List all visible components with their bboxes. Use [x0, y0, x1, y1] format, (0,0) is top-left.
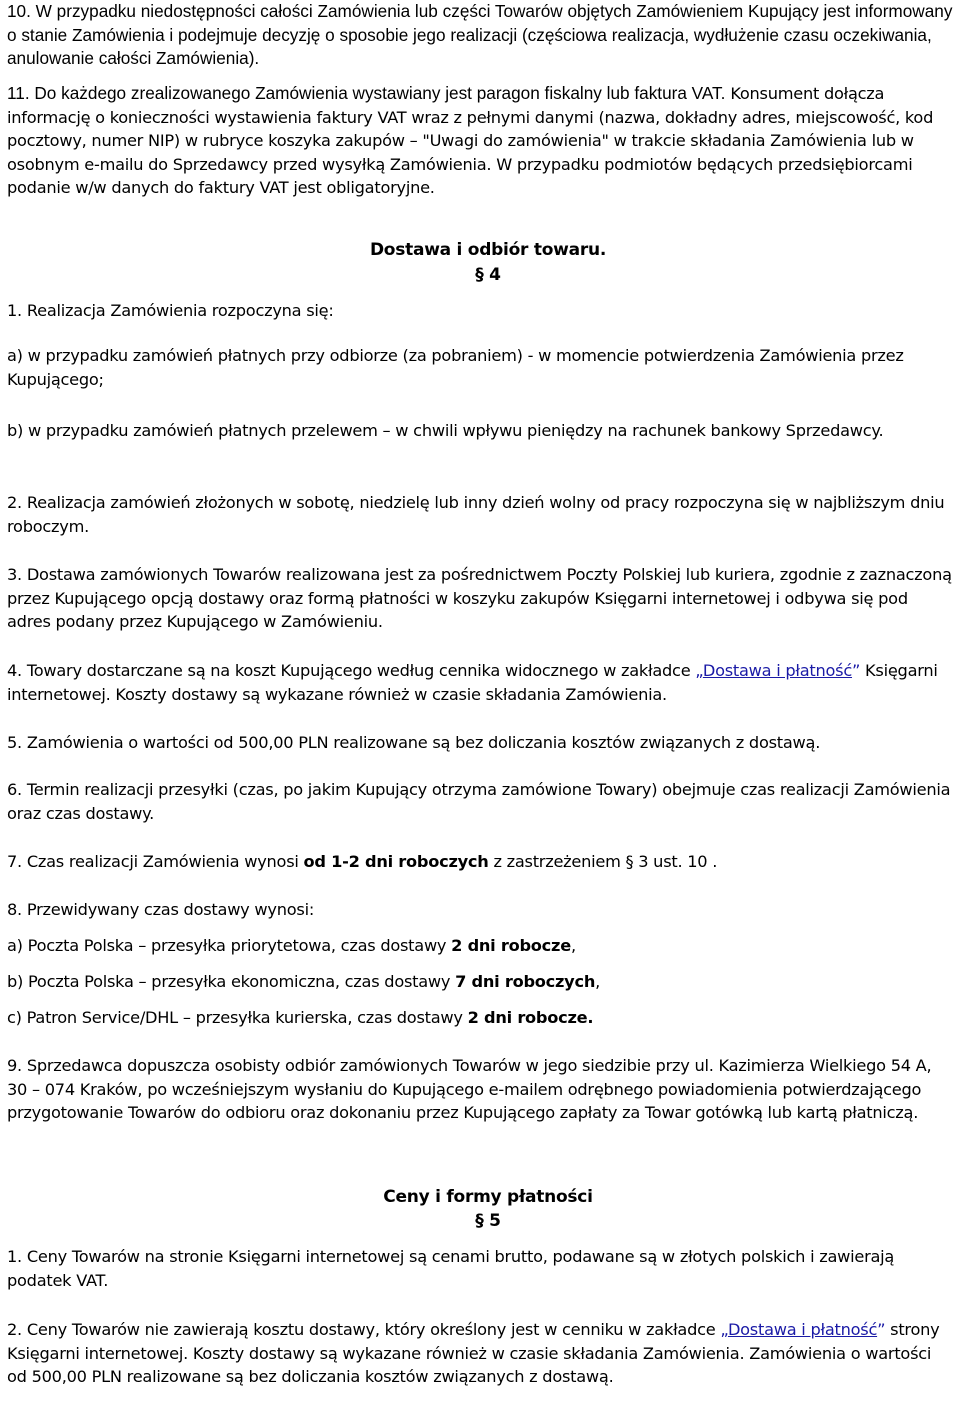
sec4-paragraph-2: 2. Realizacja zamówień złożonych w sobotę, niedzielę lub inny dzień wolny od pracy rozpoczyna się w najbliższym dniu roboczym. — [7, 493, 945, 536]
sec4-paragraph-5: 5. Zamówienia o wartości od 500,00 PLN realizowane są bez doliczania kosztów związanych z dostawą. — [7, 733, 821, 752]
sec4-paragraph-8a — [7, 934, 955, 958]
sec4-paragraph-7-post: z zastrzeżeniem § 3 ust. 10 . — [488, 852, 718, 871]
sec4-paragraph-8c — [7, 1006, 955, 1030]
link-close-quote: ” — [852, 661, 861, 680]
sec4-paragraph-7-pre: 7. Czas realizacji Zamówienia wynosi — [7, 852, 304, 871]
sec4-paragraph-8b-post: , — [595, 972, 601, 991]
sec5-paragraph-2-pre: 2. Ceny Towarów nie zawierają kosztu dostawy, który określony jest w cenniku w zakładce — [7, 1320, 721, 1339]
paragraph-11-body: Konsument dołącza informację o konieczności wystawienia faktury VAT wraz z pełnymi danymi (nazwa, dokładny adres, miejscowość, kod pocztowy, numer NIP) w rubryce koszyka zakupów – "Uwagi do zamówienia" w trakcie składania Zamówienia lub w osobnym e-mailu do Sprzedawcy przed wysyłką Zamówienia. W przypadku podmiotów będących przedsiębiorcami podanie w/w danych do faktury VAT jest obligatoryjne. — [7, 84, 934, 197]
delivery-payment-link[interactable] — [695, 661, 860, 680]
sec4-paragraph-8a-pre: a) Poczta Polska – przesyłka priorytetowa, czas dostawy — [7, 936, 452, 955]
sec4-paragraph-8c-pre: c) Patron Service/DHL – przesyłka kurierska, czas dostawy — [7, 1008, 468, 1027]
sec4-paragraph-4 — [7, 659, 955, 706]
link-close-quote-2: ” — [877, 1320, 886, 1339]
sec4-paragraph-4-pre: 4. Towary dostarczane są na koszt Kupującego według cennika widocznego w zakładce — [7, 661, 696, 680]
sec4-paragraph-7-bold: od 1-2 dni roboczych — [303, 852, 489, 871]
sec5-paragraph-2 — [7, 1318, 955, 1389]
sec4-paragraph-8b-bold: 7 dni roboczych — [455, 972, 596, 991]
sec5-paragraph-1: 1. Ceny Towarów na stronie Księgarni internetowej są cenami brutto, podawane są w złotych polskich i zawierają podatek VAT. — [7, 1247, 895, 1290]
sec4-paragraph-8: 8. Przewidywany czas dostawy wynosi: — [7, 900, 315, 919]
sec4-paragraph-9: 9. Sprzedawca dopuszcza osobisty odbiór zamówionych Towarów w jego siedzibie przy ul. Kazimierza Wielkiego 54 A, 30 – 074 Kraków, po wcześniejszym wysłaniu do Kupującego e-mailem odrębnego powiadomienia potwierdzającego przygotowanie Towarów do odbioru oraz dokonaniu przez Kupującego zapłaty za Towar gotówką lub kartą płatniczą. — [7, 1056, 932, 1122]
section-4-heading: Dostawa i odbiór towaru. — [369, 240, 607, 260]
sec4-paragraph-1a: a) w przypadku zamówień płatnych przy odbiorze (za pobraniem) - w momencie potwierdzenia Zamówienia przez Kupującego; — [7, 346, 904, 389]
section-5-number: § 5 — [475, 1211, 501, 1231]
sec4-paragraph-1: 1. Realizacja Zamówienia rozpoczyna się: — [7, 301, 334, 320]
link-text: Dostawa i płatność — [702, 661, 853, 680]
sec4-paragraph-8b — [7, 970, 955, 994]
link-open-quote-2: „ — [720, 1320, 728, 1339]
sec4-paragraph-6: 6. Termin realizacji przesyłki (czas, po jakim Kupujący otrzyma zamówione Towary) obejmuje czas realizacji Zamówienia oraz czas dostawy. — [7, 780, 951, 823]
link-text-2: Dostawa i płatność — [727, 1320, 878, 1339]
paragraph-10: 10. W przypadku niedostępności całości Zamówienia lub części Towarów objętych Zamówieniem Kupujący jest informowany o stanie Zamówienia i podejmuje decyzję o sposobie jego realizacji (częściowa realizacja, wydłużenie czasu oczekiwania, anulowanie całości Zamówienia). — [7, 1, 953, 68]
sec4-paragraph-3: 3. Dostawa zamówionych Towarów realizowana jest za pośrednictwem Poczty Polskiej lub kuriera, zgodnie z zaznaczoną przez Kupującego opcją dostawy oraz formą płatności w koszyku zakupów Księgarni internetowej i odbywa się pod adres podany przez Kupującego w Zamówieniu. — [7, 565, 952, 631]
section-5-heading: Ceny i formy płatności — [383, 1187, 593, 1207]
link-open-quote: „ — [695, 661, 703, 680]
sec4-paragraph-4-post: Księgarni internetowej. Koszty dostawy są wykazane również w czasie składania Zamówienia. — [7, 661, 938, 704]
sec5-paragraph-2-post: strony Księgarni internetowej. Koszty dostawy są wykazane również w czasie składania Zamówienia. Zamówienia o wartości od 500,00 PLN realizowane są bez doliczania kosztów związanych z dostawą. — [7, 1320, 940, 1386]
sec4-paragraph-8b-pre: b) Poczta Polska – przesyłka ekonomiczna, czas dostawy — [7, 972, 456, 991]
sec4-paragraph-8a-bold: 2 dni robocze — [451, 936, 571, 955]
sec4-paragraph-7 — [7, 850, 955, 874]
sec4-paragraph-1b: b) w przypadku zamówień płatnych przelewem – w chwili wpływu pieniędzy na rachunek bankowy Sprzedawcy. — [7, 421, 884, 440]
delivery-payment-link-2[interactable] — [720, 1320, 885, 1339]
sec4-paragraph-8c-bold: 2 dni robocze. — [467, 1008, 594, 1027]
section-4-number: § 4 — [475, 265, 501, 285]
sec4-paragraph-8a-post: , — [570, 936, 576, 955]
paragraph-11 — [7, 82, 955, 200]
paragraph-11-lead: 11. Do każdego zrealizowanego Zamówienia wystawiany jest paragon fiskalny lub faktura VAT. — [7, 83, 726, 103]
